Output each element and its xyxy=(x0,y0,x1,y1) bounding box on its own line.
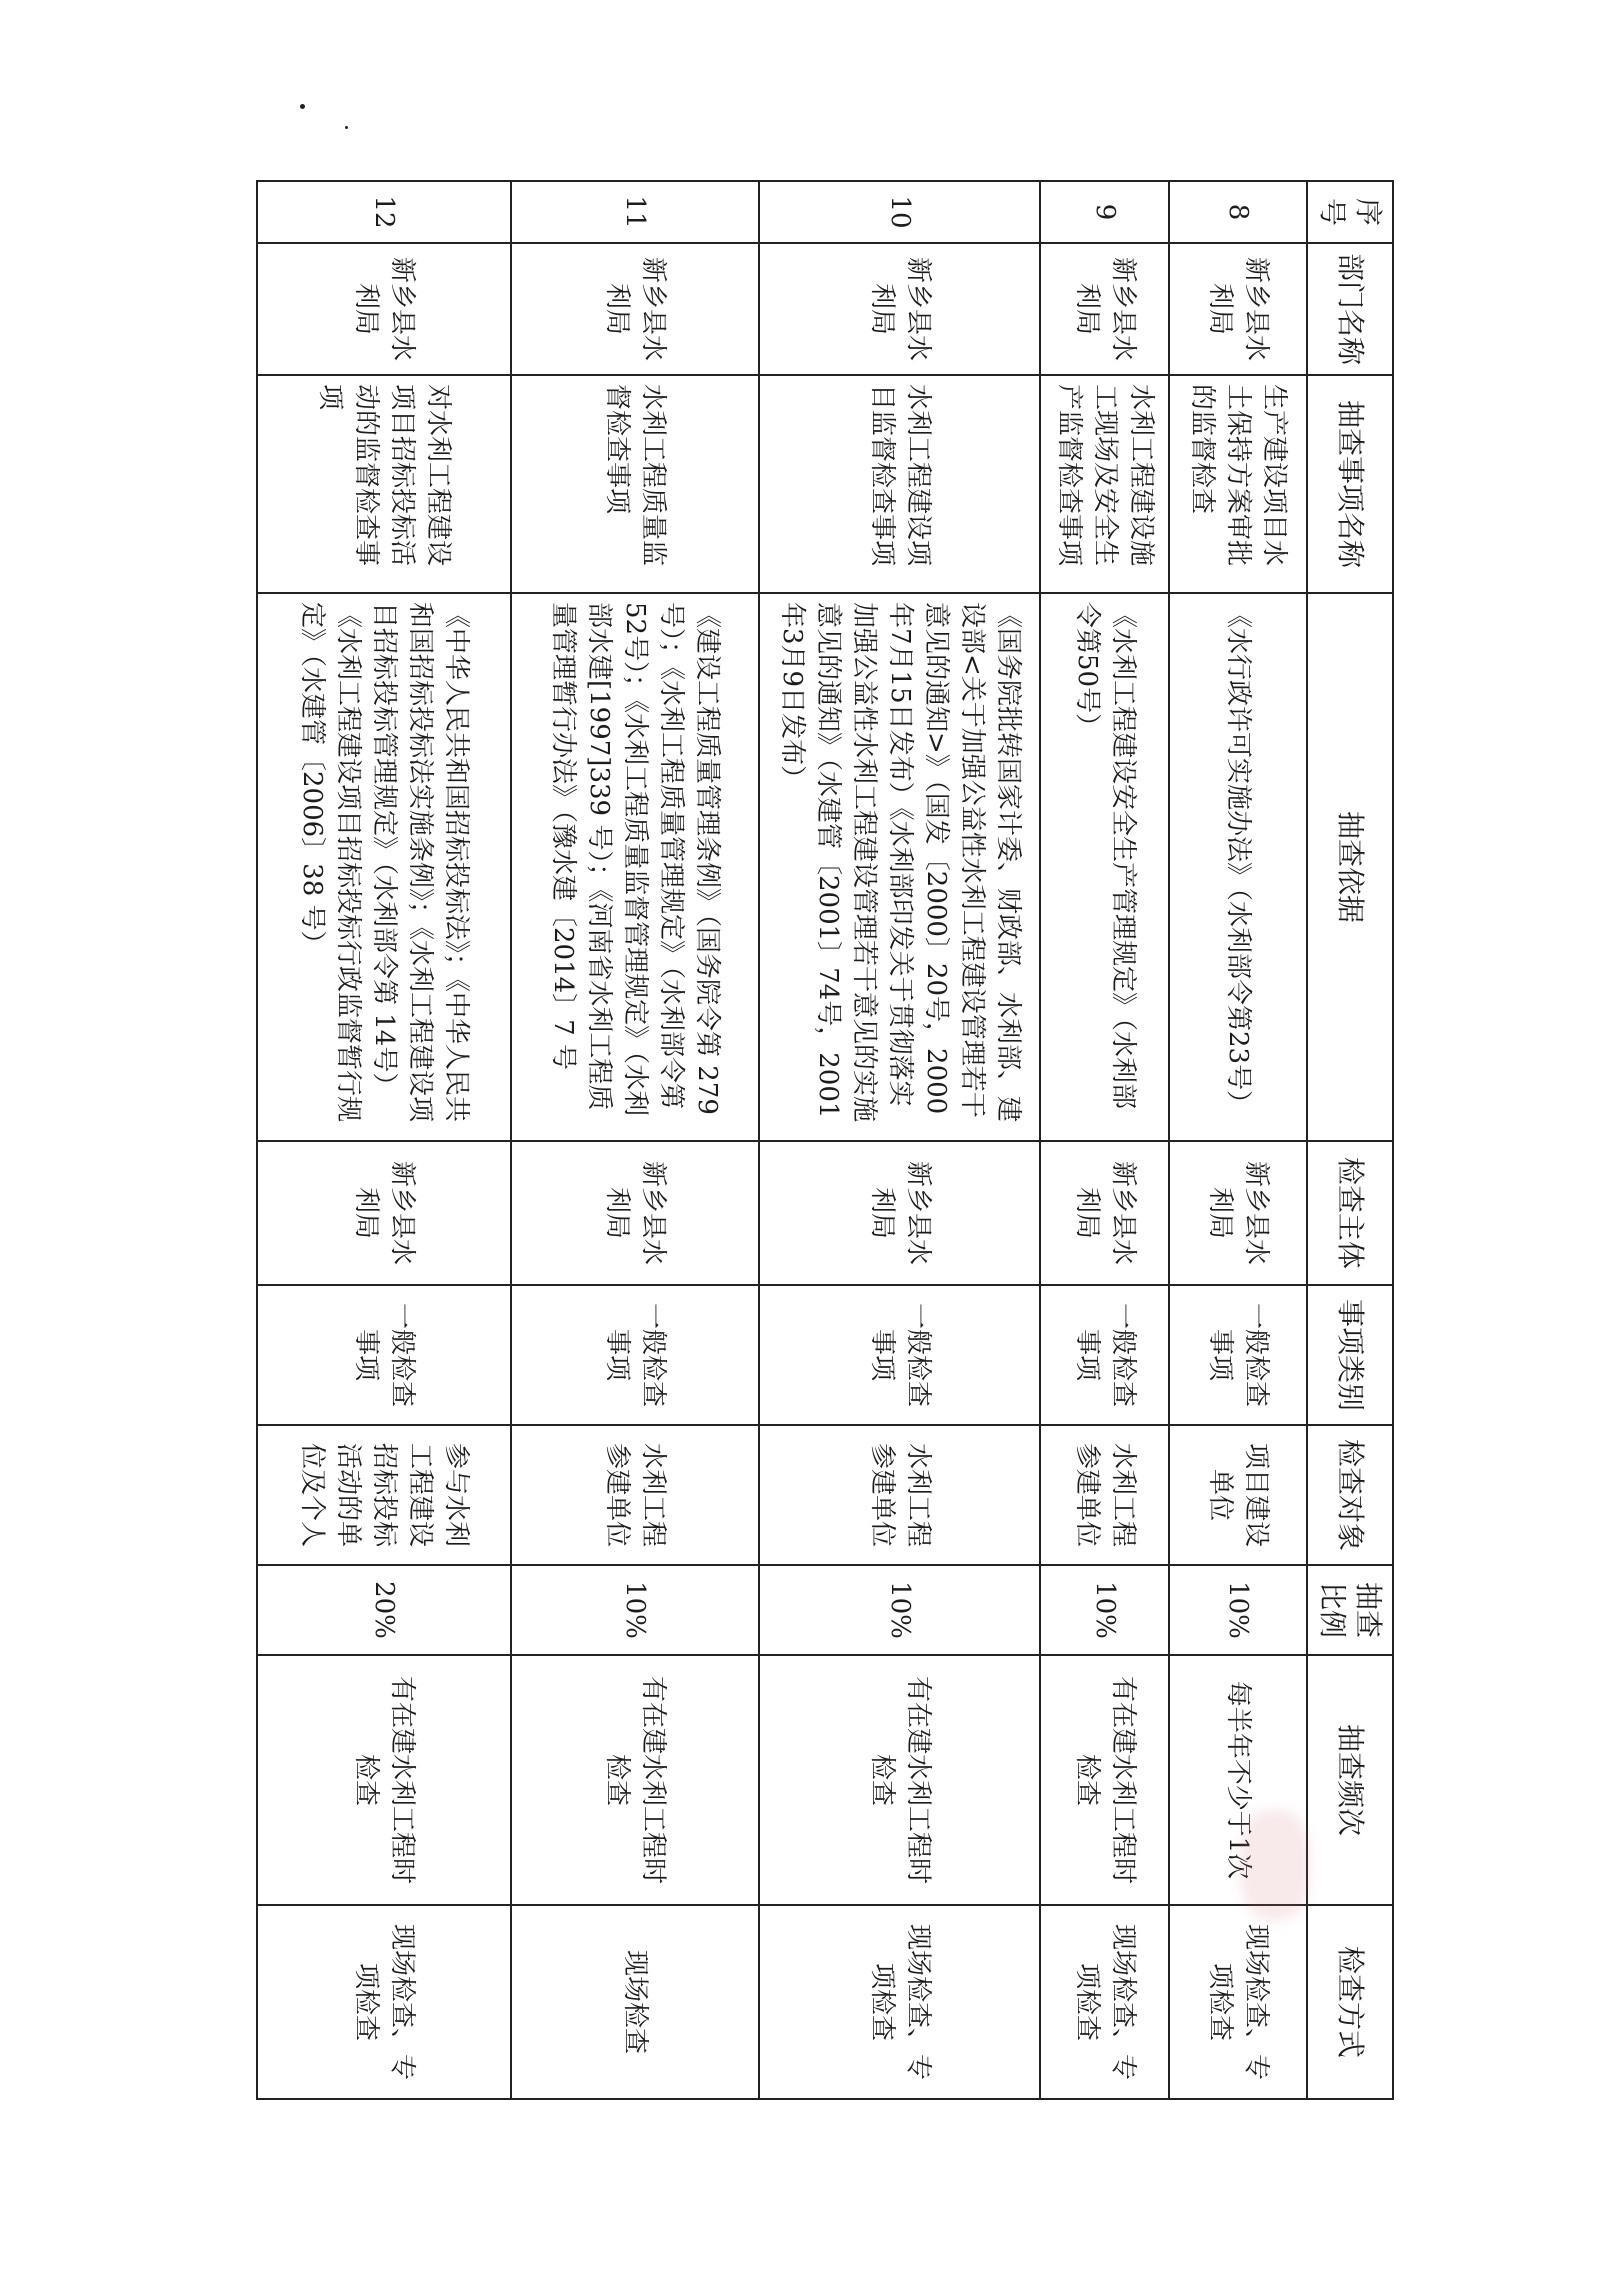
cell-category: 一般检查事项 xyxy=(257,1285,511,1425)
cell-method: 现场检查、专项检查 xyxy=(759,1905,1041,2099)
cell-dept: 新乡县水利局 xyxy=(1169,243,1307,375)
cell-seq: 12 xyxy=(257,181,511,243)
cell-item: 水利工程建设施工现场及安全生产监督检查事项 xyxy=(1040,375,1169,593)
cell-basis: 《建设工程质量管理条例》（国务院令第 279 号）；《水利工程质量管理规定》（水利部令第52号）；《水利工程质量监督管理规定》（水利部水建[1997]339 号）；《河南省水利工程质量管理暂行办法》（豫水建〔2014〕7 号 xyxy=(511,593,759,1141)
cell-basis: 《中华人民共和国招标投标法》；《中华人民共和国招标投标法实施条例》；《水利工程建设项目招标投标管理规定》（水利部令第 14号）《水利工程建设项目招标投标行政监督暂行规定》（水建管〔2006〕38 号） xyxy=(257,593,511,1141)
table-row xyxy=(257,181,511,2099)
cell-target: 水利工程参建单位 xyxy=(759,1425,1041,1565)
cell-method: 现场检查 xyxy=(511,1905,759,2099)
cell-frequency: 有在建水利工程时检查 xyxy=(257,1655,511,1905)
cell-target: 水利工程参建单位 xyxy=(511,1425,759,1565)
cell-item: 水利工程质量监督检查事项 xyxy=(511,375,759,593)
rotated-table-wrapper xyxy=(256,180,1394,2098)
cell-target: 水利工程参建单位 xyxy=(1040,1425,1169,1565)
cell-method: 现场检查、专项检查 xyxy=(1040,1905,1169,2099)
cell-basis: 《水利工程建设安全生产管理规定》（水利部令第50号） xyxy=(1040,593,1169,1141)
cell-category: 一般检查事项 xyxy=(511,1285,759,1425)
header-subject: 检查主体 xyxy=(1307,1141,1393,1285)
header-basis: 抽查依据 xyxy=(1307,593,1393,1141)
cell-item: 生产建设项目水土保持方案审批的监督检查 xyxy=(1169,375,1307,593)
cell-category: 一般检查事项 xyxy=(1040,1285,1169,1425)
table-frame xyxy=(256,180,1394,2098)
cell-seq: 10 xyxy=(759,181,1041,243)
cell-subject: 新乡县水利局 xyxy=(1040,1141,1169,1285)
cell-ratio: 10% xyxy=(759,1565,1041,1655)
scan-speck xyxy=(300,104,305,109)
cell-subject: 新乡县水利局 xyxy=(257,1141,511,1285)
cell-frequency: 有在建水利工程时检查 xyxy=(759,1655,1041,1905)
header-ratio: 抽查比例 xyxy=(1307,1565,1393,1655)
cell-dept: 新乡县水利局 xyxy=(759,243,1041,375)
cell-ratio: 10% xyxy=(511,1565,759,1655)
header-target: 检查对象 xyxy=(1307,1425,1393,1565)
table-row xyxy=(1040,181,1169,2099)
header-method: 检查方式 xyxy=(1307,1905,1393,2099)
cell-category: 一般检查事项 xyxy=(1169,1285,1307,1425)
cell-dept: 新乡县水利局 xyxy=(1040,243,1169,375)
cell-method: 现场检查、专项检查 xyxy=(1169,1905,1307,2099)
cell-basis: 《国务院批转国家计委、财政部、水利部、建设部<关于加强公益性水利工程建设管理若干意见的通知>》（国发〔2000〕20号，2000年7月15日发布）《水利部印发关于贯彻落实加强公益性水利工程建设管理若干意见的实施意见的通知》（水建管〔2001〕74号，2001年3月9日发布） xyxy=(759,593,1041,1141)
cell-item: 对水利工程建设项目招标投标活动的监督检查事项 xyxy=(257,375,511,593)
cell-seq: 8 xyxy=(1169,181,1307,243)
cell-item: 水利工程建设项目监督检查事项 xyxy=(759,375,1041,593)
table-row xyxy=(759,181,1041,2099)
cell-seq: 9 xyxy=(1040,181,1169,243)
table-row xyxy=(511,181,759,2099)
cell-frequency: 每半年不少于1次 xyxy=(1169,1655,1307,1905)
header-item: 抽查事项名称 xyxy=(1307,375,1393,593)
cell-category: 一般检查事项 xyxy=(759,1285,1041,1425)
cell-ratio: 10% xyxy=(1169,1565,1307,1655)
faint-seal-mark xyxy=(1240,1810,1310,1920)
cell-frequency: 有在建水利工程时检查 xyxy=(1040,1655,1169,1905)
header-dept: 部门名称 xyxy=(1307,243,1393,375)
cell-subject: 新乡县水利局 xyxy=(759,1141,1041,1285)
cell-ratio: 10% xyxy=(1040,1565,1169,1655)
cell-target: 参与水利工程建设招标投标活动的单位及个人 xyxy=(257,1425,511,1565)
cell-method: 现场检查、专项检查 xyxy=(257,1905,511,2099)
cell-subject: 新乡县水利局 xyxy=(1169,1141,1307,1285)
header-frequency: 抽查频次 xyxy=(1307,1655,1393,1905)
cell-subject: 新乡县水利局 xyxy=(511,1141,759,1285)
cell-seq: 11 xyxy=(511,181,759,243)
scan-speck xyxy=(345,126,348,129)
cell-ratio: 20% xyxy=(257,1565,511,1655)
header-row xyxy=(1307,181,1393,2099)
cell-frequency: 有在建水利工程时检查 xyxy=(511,1655,759,1905)
cell-basis: 《水行政许可实施办法》（水利部令第23号） xyxy=(1169,593,1307,1141)
cell-dept: 新乡县水利局 xyxy=(511,243,759,375)
header-category: 事项类别 xyxy=(1307,1285,1393,1425)
cell-dept: 新乡县水利局 xyxy=(257,243,511,375)
cell-target: 项目建设单位 xyxy=(1169,1425,1307,1565)
spot-check-table xyxy=(256,180,1394,2100)
header-seq: 序号 xyxy=(1307,181,1393,243)
